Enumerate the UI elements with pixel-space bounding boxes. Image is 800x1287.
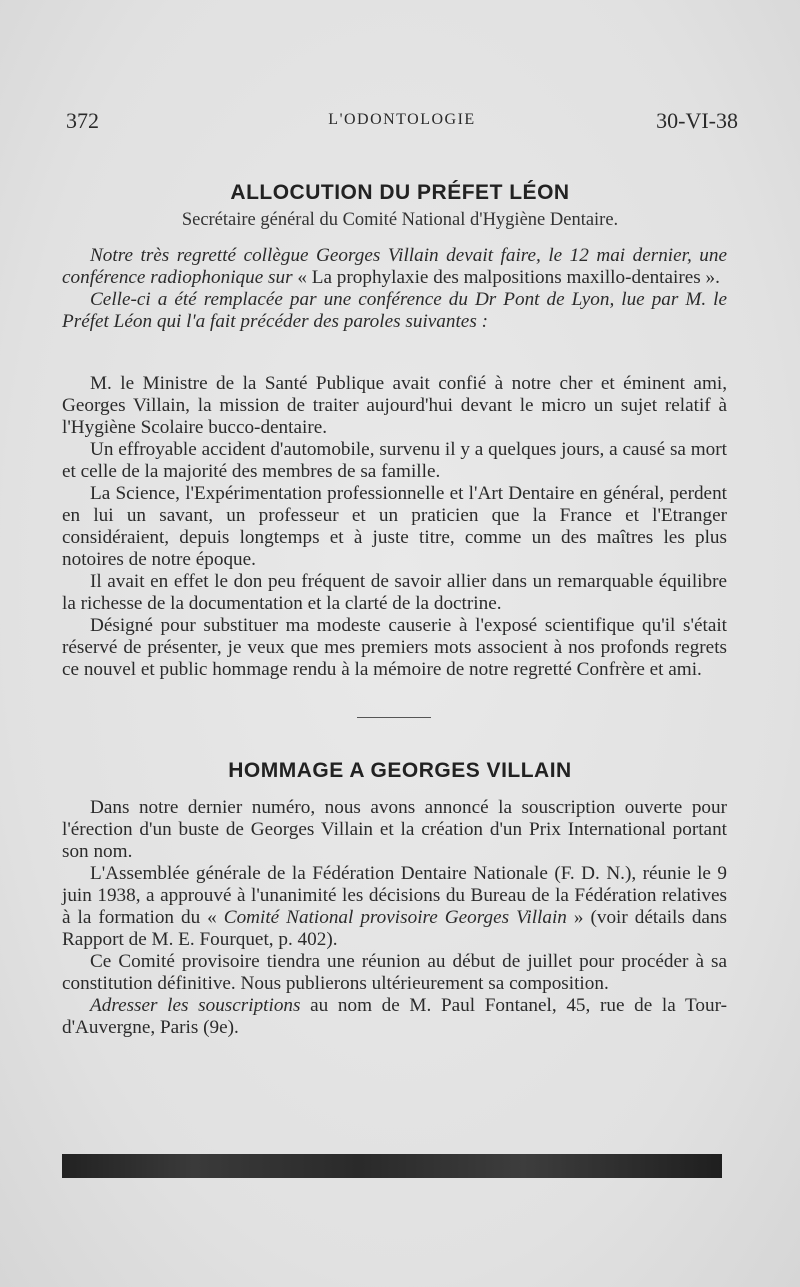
article-intro [62,245,727,333]
article-title-hommage: HOMMAGE A GEORGES VILLAIN [228,759,572,782]
issue-date: 30-VI-38 [656,108,738,133]
page-number: 372 [66,108,99,133]
body-paragraph: La Science, l'Expérimentation professionnelle et l'Art Dentaire en général, perdent en lui un savant, un professeur et un praticien que la France et l'Etranger considéraient, depuis longtemps et à juste titre, comme un des maîtres les plus notoires de notre époque. [62,483,727,570]
running-head [66,108,738,142]
intro-paragraph: Notre très regretté collègue Georges Villain devait faire, le 12 mai dernier, une conférence radiophonique sur « La prophylaxie des malpositions maxillo-dentaires ». [62,245,727,288]
intro-paragraph: Celle-ci a été remplacée par une conférence du Dr Pont de Lyon, lue par M. le Préfet Léon qui l'a fait précéder des paroles suivantes : [62,289,727,332]
body-paragraph: Désigné pour substituer ma modeste causerie à l'exposé scientifique qu'il s'était réservé de présenter, je veux que mes premiers mots associent à nos profonds regrets ce nouvel et public hommage rendu à la mémoire de notre regretté Confrère et ami. [62,615,727,680]
allocution-body [62,373,727,681]
body-paragraph: Adresser les souscriptions au nom de M. Paul Fontanel, 45, rue de la Tour-d'Auvergne, Paris (9e). [62,995,727,1038]
body-paragraph: Il avait en effet le don peu fréquent de savoir allier dans un remarquable équilibre la richesse de la documentation et la clarté de la doctrine. [62,571,727,614]
article-subtitle: Secrétaire général du Comité National d'Hygiène Dentaire. [181,210,619,230]
body-paragraph: Ce Comité provisoire tiendra une réunion au début de juillet pour procéder à sa constitution définitive. Nous publierons ultérieurement sa composition. [62,951,727,994]
body-paragraph: Dans notre dernier numéro, nous avons annoncé la souscription ouverte pour l'érection d'un buste de Georges Villain et la création d'un Prix International portant son nom. [62,797,727,862]
body-paragraph: L'Assemblée générale de la Fédération Dentaire Nationale (F. D. N.), réunie le 9 juin 1938, a approuvé à l'unanimité les décisions du Bureau de la Fédération relatives à la formation du « Comité National provisoire Georges Villain » (voir détails dans Rapport de M. E. Fourquet, p. 402). [62,863,728,950]
hommage-body [62,797,727,1039]
article-title-allocution: ALLOCUTION DU PRÉFET LÉON [230,181,570,204]
section-divider [357,717,431,718]
body-paragraph: M. le Ministre de la Santé Publique avait confié à notre cher et éminent ami, Georges Villain, la mission de traiter aujourd'hui devant le micro un sujet relatif à l'Hygiène Scolaire bucco-dentaire. [62,373,727,438]
bottom-black-bar [62,1154,722,1178]
body-paragraph: Un effroyable accident d'automobile, survenu il y a quelques jours, a causé sa mort et celle de la majorité des membres de sa famille. [62,439,727,482]
journal-title: L'ODONTOLOGIE [328,111,476,128]
